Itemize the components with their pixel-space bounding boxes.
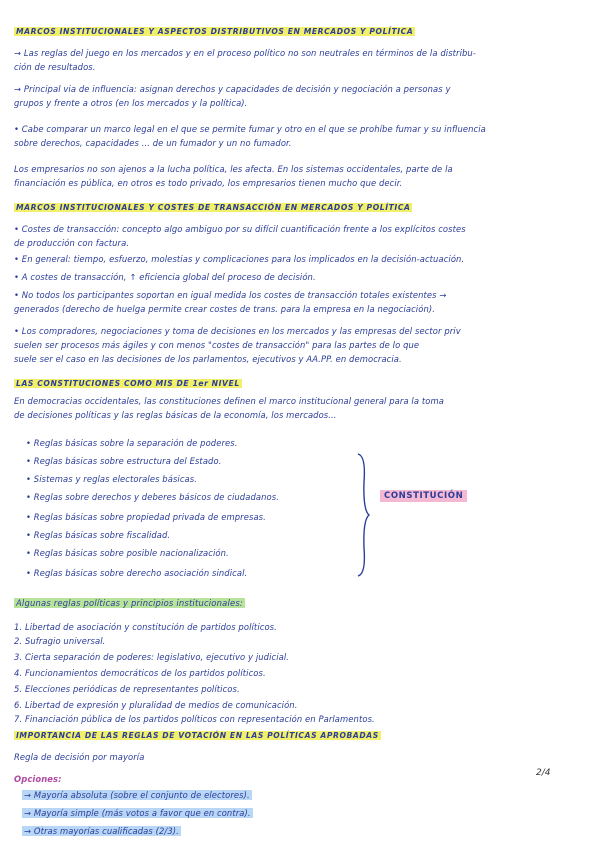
p2-line1: → Principal via de influencia: asignan derechos y capacidades de decisión y negociación a personas y <box>14 84 451 94</box>
rule-item-5: • Reglas básicas sobre propiedad privada de empresas. <box>26 512 266 522</box>
opciones-label: Opciones: <box>14 774 62 784</box>
p4-line1: Los empresarios no son ajenos a la lucha política, les afecta. En los sistemas occidentales, parte de la <box>14 164 453 174</box>
p5-line7: • Los compradores, negociaciones y toma de decisiones en los mercados y las empresas del sector priv <box>14 326 461 336</box>
heading-constituciones: LAS CONSTITUCIONES COMO MIS DE 1er NIVEL <box>16 379 240 388</box>
p5-line4: • A costes de transacción, ↑ eficiencia global del proceso de decisión. <box>14 272 316 282</box>
principle-3: 3. Cierta separación de poderes: legislativo, ejecutivo y judicial. <box>14 652 290 662</box>
rule-item-3: • Sistemas y reglas electorales básicas. <box>26 474 198 484</box>
p4-line2: financiación es pública, en otros es todo privado, los empresarios tienen mucho que decir. <box>14 178 403 188</box>
p3-line1: • Cabe comparar un marco legal en el que se permite fumar y otro en el que se prohíbe fumar y su influencia <box>14 124 486 134</box>
option-1: → Mayoría absoluta (sobre el conjunto de electores). <box>24 790 250 800</box>
option-2: → Mayoría simple (más votos a favor que en contra). <box>24 808 251 818</box>
principle-6: 6. Libertad de expresión y pluralidad de medios de comunicación. <box>14 700 298 710</box>
principle-4: 4. Funcionamientos democráticos de los partidos políticos. <box>14 668 266 678</box>
subheading-regla-mayoria: Regla de decisión por mayoría <box>14 752 145 762</box>
constitucion-label: CONSTITUCIÓN <box>380 490 467 502</box>
heading-costes-transaccion: MARCOS INSTITUCIONALES Y COSTES DE TRANSACCIÓN EN MERCADOS Y POLÍTICA <box>16 203 411 212</box>
p5-line5: • No todos los participantes soportan en igual medida los costes de transacción totales existentes → <box>14 290 447 300</box>
p5-line1: • Costes de transacción: concepto algo ambiguo por su difícil cuantificación frente a los explícitos costes <box>14 224 466 234</box>
heading-reglas-votacion: IMPORTANCIA DE LAS REGLAS DE VOTACIÓN EN LAS POLÍTICAS APROBADAS <box>16 731 379 740</box>
rule-item-1: • Reglas básicas sobre la separación de poderes. <box>26 438 238 448</box>
option-3: → Otras mayorías cualificadas (2/3). <box>24 826 179 836</box>
page-number: 2/4 <box>536 768 551 778</box>
rule-item-6: • Reglas básicas sobre fiscalidad. <box>26 530 171 540</box>
heading-reglas-politicas: Algunas reglas políticas y principios institucionales: <box>16 598 243 608</box>
p5-line3: • En general: tiempo, esfuerzo, molestias y complicaciones para los implicados en la decisión-actuación. <box>14 254 465 264</box>
curly-brace-icon <box>356 452 370 578</box>
principle-1: 1. Libertad de asociación y constitución de partidos políticos. <box>14 622 277 632</box>
rule-item-8: • Reglas básicas sobre derecho asociación sindical. <box>26 568 248 578</box>
p1-line1: → Las reglas del juego en los mercados y en el proceso político no son neutrales en términos de la distribu- <box>14 48 476 58</box>
p2-line2: grupos y frente a otros (en los mercados y la política). <box>14 98 248 108</box>
heading-marcos-distributivos: MARCOS INSTITUCIONALES Y ASPECTOS DISTRIBUTIVOS EN MERCADOS Y POLÍTICA <box>16 27 414 36</box>
p5-line9: suele ser el caso en las decisiones de los parlamentos, ejecutivos y AA.PP. en democracia. <box>14 354 402 364</box>
rule-item-4: • Reglas sobre derechos y deberes básicos de ciudadanos. <box>26 492 279 502</box>
rule-item-7: • Reglas básicas sobre posible nacionalización. <box>26 548 229 558</box>
p6-line2: de decisiones políticas y las reglas básicas de la economía, los mercados... <box>14 410 337 420</box>
principle-2: 2. Sufragio universal. <box>14 636 106 646</box>
p1-line2: ción de resultados. <box>14 62 96 72</box>
p5-line2: de producción con factura. <box>14 238 130 248</box>
p6-line1: En democracias occidentales, las constituciones definen el marco institucional general para la toma <box>14 396 444 406</box>
p5-line6: generados (derecho de huelga permite crear costes de trans. para la empresa en la negociación). <box>14 304 435 314</box>
rule-item-2: • Reglas básicas sobre estructura del Estado. <box>26 456 222 466</box>
principle-5: 5. Elecciones periódicas de representantes políticos. <box>14 684 240 694</box>
p3-line2: sobre derechos, capacidades ... de un fumador y un no fumador. <box>14 138 292 148</box>
principle-7: 7. Financiación pública de los partidos políticos con representación en Parlamentos. <box>14 714 375 724</box>
p5-line8: suelen ser procesos más ágiles y con menos "costes de transacción" para las partes de lo que <box>14 340 420 350</box>
